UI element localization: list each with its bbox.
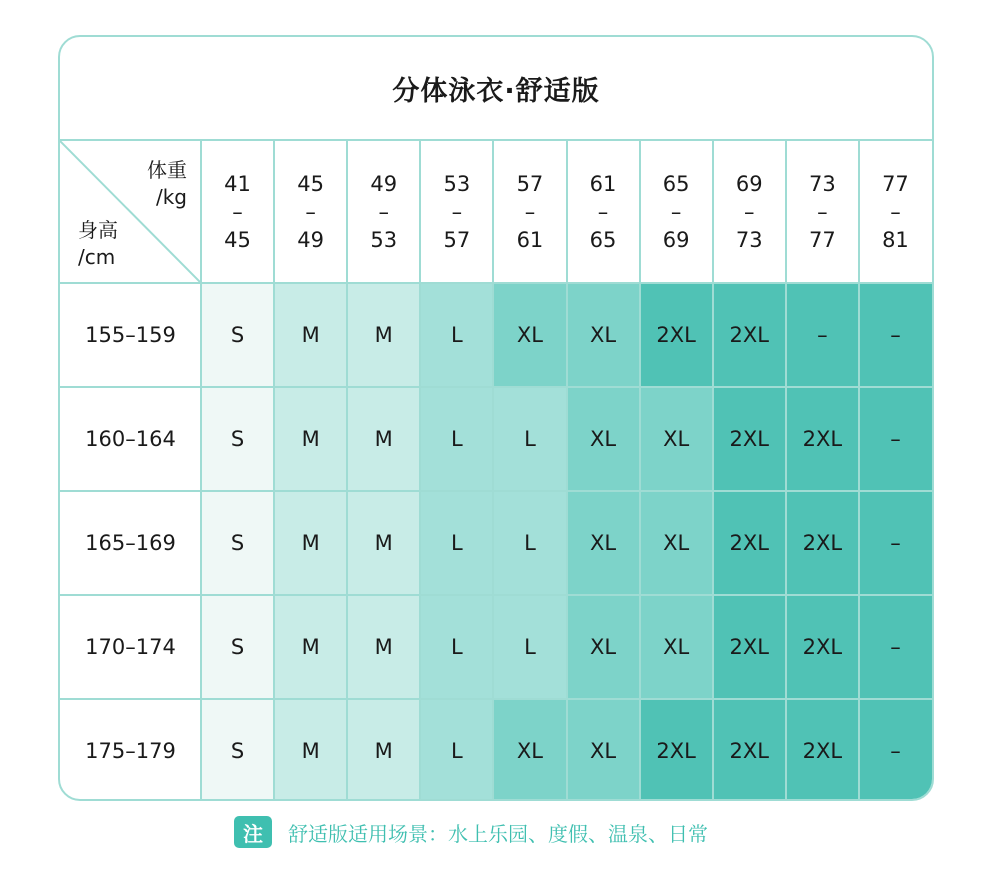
size-cell: 2XL — [786, 699, 859, 801]
weight-range-to: 49 — [297, 228, 324, 252]
column-divider — [639, 141, 641, 801]
table-title: 分体泳衣·舒适版 — [60, 37, 932, 141]
size-cell: – — [859, 387, 932, 491]
row-divider — [60, 594, 932, 596]
weight-range-header — [493, 141, 566, 283]
size-cell: M — [347, 387, 420, 491]
weight-range-header — [274, 141, 347, 283]
size-cell: – — [859, 595, 932, 699]
height-range-label: 175–179 — [85, 739, 176, 763]
height-range-label: 160–164 — [85, 427, 176, 451]
size-cell: 2XL — [786, 595, 859, 699]
size-cell: XL — [567, 387, 640, 491]
size-cell: XL — [567, 283, 640, 387]
height-range-label: 155–159 — [85, 323, 176, 347]
weight-range-header — [201, 141, 274, 283]
column-divider — [566, 141, 568, 801]
row-divider — [60, 490, 932, 492]
size-cell: 2XL — [640, 699, 713, 801]
weight-range-header — [420, 141, 493, 283]
weight-range-to: 73 — [735, 228, 763, 252]
size-cell: M — [274, 491, 347, 595]
size-cell: S — [201, 595, 274, 699]
size-cell: XL — [640, 387, 713, 491]
size-cell: L — [420, 387, 493, 491]
size-cell: M — [347, 595, 420, 699]
size-cell: L — [420, 491, 493, 595]
weight-range-header — [713, 141, 786, 283]
size-cell: XL — [567, 595, 640, 699]
weight-range-dash: – — [451, 200, 463, 224]
weight-range-to: 69 — [662, 228, 690, 252]
weight-range-header — [567, 141, 640, 283]
size-cell: M — [274, 387, 347, 491]
weight-range-dash: – — [378, 200, 389, 224]
size-cell: 2XL — [713, 491, 786, 595]
note-text: 舒适版适用场景：水上乐园、度假、温泉、日常 — [288, 821, 708, 846]
weight-range-dash: – — [232, 200, 243, 224]
height-label: 身高 — [78, 218, 118, 242]
size-cell: XL — [567, 491, 640, 595]
weight-range-dash: – — [890, 200, 901, 224]
size-cell: XL — [493, 283, 566, 387]
size-cell: L — [493, 595, 566, 699]
height-axis-label — [78, 217, 118, 271]
note-badge: 注 — [234, 816, 272, 848]
weight-range-from: 45 — [297, 172, 324, 196]
weight-range-from: 65 — [662, 172, 690, 196]
weight-range-from: 57 — [516, 172, 544, 196]
size-cell: M — [347, 699, 420, 801]
column-divider — [712, 141, 714, 801]
size-cell: XL — [493, 699, 566, 801]
weight-range-from: 53 — [443, 172, 471, 196]
size-cell: 2XL — [786, 491, 859, 595]
weight-range-header — [640, 141, 713, 283]
height-unit: /cm — [78, 245, 116, 269]
weight-range-from: 73 — [808, 172, 836, 196]
size-cell: L — [420, 595, 493, 699]
row-divider — [60, 386, 932, 388]
size-cell: XL — [567, 699, 640, 801]
weight-range-dash: – — [817, 200, 828, 224]
size-cell: S — [201, 699, 274, 801]
weight-range-dash: – — [524, 200, 536, 224]
size-cell: M — [347, 491, 420, 595]
height-range-label: 170–174 — [85, 635, 176, 659]
size-cell: 2XL — [713, 595, 786, 699]
size-cell: S — [201, 387, 274, 491]
weight-range-to: 65 — [589, 228, 617, 252]
weight-range-to: 81 — [882, 228, 909, 252]
usage-note — [234, 816, 708, 848]
weight-range-dash: – — [743, 200, 755, 224]
size-cell: M — [274, 283, 347, 387]
size-cell: 2XL — [786, 387, 859, 491]
weight-range-dash: – — [670, 200, 682, 224]
size-cell: XL — [640, 595, 713, 699]
weight-range-dash: – — [597, 200, 609, 224]
weight-range-from: 77 — [882, 172, 909, 196]
weight-range-header — [347, 141, 420, 283]
weight-range-to: 61 — [516, 228, 544, 252]
weight-range-from: 61 — [589, 172, 617, 196]
corner-header — [60, 141, 201, 283]
column-divider — [346, 141, 348, 801]
size-cell: – — [859, 699, 932, 801]
size-cell: M — [274, 699, 347, 801]
height-range-label: 165–169 — [85, 531, 176, 555]
size-cell: M — [347, 283, 420, 387]
size-cell: S — [201, 283, 274, 387]
weight-range-to: 57 — [443, 228, 471, 252]
weight-range-header — [786, 141, 859, 283]
weight-range-to: 45 — [224, 228, 251, 252]
row-divider — [60, 282, 932, 284]
weight-range-header — [859, 141, 932, 283]
weight-range-from: 41 — [224, 172, 251, 196]
size-cell: XL — [640, 491, 713, 595]
weight-range-from: 69 — [735, 172, 763, 196]
size-cell: 2XL — [713, 699, 786, 801]
size-cell: L — [493, 491, 566, 595]
size-cell: L — [420, 699, 493, 801]
weight-range-to: 53 — [370, 228, 398, 252]
weight-range-dash: – — [305, 200, 316, 224]
column-divider — [785, 141, 787, 801]
column-divider — [419, 141, 421, 801]
column-divider — [492, 141, 494, 801]
column-divider — [200, 141, 202, 801]
weight-range-from: 49 — [370, 172, 398, 196]
weight-axis-label — [147, 157, 187, 211]
size-chart-table — [58, 35, 934, 801]
weight-unit: /kg — [155, 185, 187, 209]
size-cell: S — [201, 491, 274, 595]
column-divider — [858, 141, 860, 801]
size-cell: L — [493, 387, 566, 491]
size-cell: L — [420, 283, 493, 387]
weight-range-to: 77 — [808, 228, 836, 252]
size-cell: 2XL — [713, 387, 786, 491]
size-cell: – — [859, 283, 932, 387]
size-cell: – — [786, 283, 859, 387]
size-cell: – — [859, 491, 932, 595]
size-cell: 2XL — [640, 283, 713, 387]
column-divider — [273, 141, 275, 801]
size-cell: 2XL — [713, 283, 786, 387]
row-divider — [60, 698, 932, 700]
weight-label: 体重 — [147, 158, 187, 182]
size-cell: M — [274, 595, 347, 699]
